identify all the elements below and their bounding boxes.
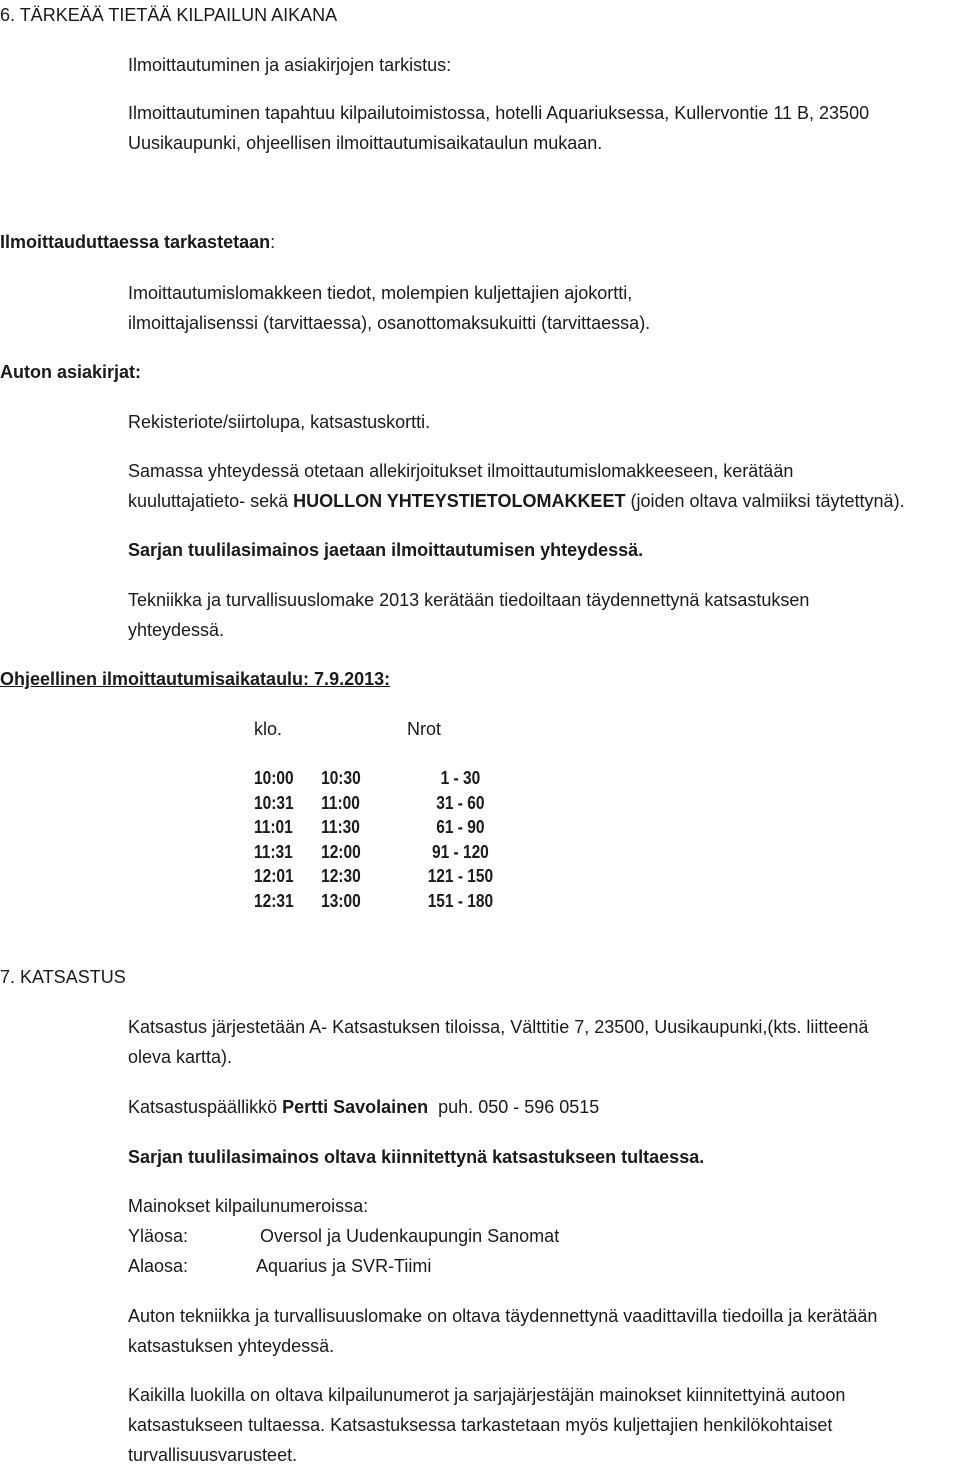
safety-line-2: katsastuksen yhteydessä.: [128, 1336, 335, 1356]
registration-line-1: Ilmoittautuminen tapahtuu kilpailutoimistossa, hotelli Aquariuksessa, Kullervontie 11 B, 23500: [128, 103, 870, 123]
schedule-end: 12:30: [321, 866, 361, 887]
windscreen-notice: Sarjan tuulilasimainos jaetaan ilmoittautumisen yhteydessä.: [128, 540, 644, 560]
ads-top-value: Oversol ja Uudenkaupungin Sanomat: [260, 1226, 560, 1246]
location-line-2: oleva kartta).: [128, 1047, 233, 1067]
checked-label: Ilmoittauduttaessa tarkastetaan: [0, 232, 271, 252]
ads-title: Mainokset kilpailunumeroissa:: [128, 1196, 369, 1216]
checked-line-2: ilmoittajalisenssi (tarvittaessa), osanottomaksukuitti (tarvittaessa).: [128, 313, 651, 333]
location-line-1: Katsastus järjestetään A- Katsastuksen tiloissa, Välttitie 7, 23500, Uusikaupunki,(kts. liitteenä: [128, 1017, 869, 1037]
technical-line-1: Tekniikka ja turvallisuuslomake 2013 kerätään tiedoiltaan täydennettynä katsastuksen: [128, 590, 810, 610]
schedule-numbers: 1 - 30: [440, 768, 481, 788]
checked-label-row: [0, 227, 275, 257]
schedule-numbers: 61 - 90: [436, 817, 485, 838]
chief-name: Pertti Savolainen: [282, 1097, 429, 1117]
signatures-line-1: Samassa yhteydessä otetaan allekirjoitukset ilmoittautumislomakkeeseen, kerätään: [128, 461, 794, 481]
schedule-numbers: 151 - 180: [427, 890, 494, 911]
schedule-end: 11:00: [321, 792, 360, 813]
schedule-end: 10:30: [321, 768, 361, 788]
schedule-start: 10:00: [254, 768, 294, 788]
registration-title: Ilmoittautuminen ja asiakirjojen tarkistus:: [128, 55, 452, 75]
checked-colon: :: [270, 232, 276, 252]
schedule-start: 12:31: [254, 890, 294, 911]
schedule-header-time: klo.: [254, 719, 283, 739]
schedule-numbers: 91 - 120: [431, 841, 489, 862]
ads-bottom-label: Alaosa:: [128, 1256, 189, 1276]
registration-line-2: Uusikaupunki, ohjeellisen ilmoittautumisaikataulun mukaan.: [128, 133, 603, 153]
ads-bottom-value: Aquarius ja SVR-Tiimi: [256, 1256, 432, 1276]
service-contact-form-text: HUOLLON YHTEYSTIETOLOMAKKEET: [293, 491, 626, 511]
inspection-chief-line: [128, 1092, 599, 1122]
schedule-end: 12:00: [321, 841, 361, 862]
section-6-heading: 6. TÄRKEÄÄ TIETÄÄ KILPAILUN AIKANA: [0, 5, 338, 25]
numbers-line-2: katsastukseen tultaessa. Katsastuksessa tarkastetaan myös kuljettajien henkilökohtaiset: [128, 1415, 833, 1435]
chief-phone: puh. 050 - 596 0515: [428, 1097, 600, 1117]
signatures-line-2-pre: kuuluttajatieto- sekä: [128, 491, 294, 511]
car-docs-label: Auton asiakirjat:: [0, 362, 142, 382]
section-7-heading: 7. KATSASTUS: [0, 967, 126, 987]
schedule-end: 11:30: [321, 817, 360, 838]
checked-line-1: Imoittautumislomakkeen tiedot, molempien kuljettajien ajokortti,: [128, 283, 633, 303]
chief-title: Katsastuspäällikkö: [128, 1097, 283, 1117]
technical-line-2: yhteydessä.: [128, 620, 225, 640]
numbers-line-3: turvallisuusvarusteet.: [128, 1445, 298, 1465]
windscreen-required: Sarjan tuulilasimainos oltava kiinnitettynä katsastukseen tultaessa.: [128, 1147, 705, 1167]
schedule-start: 12:01: [254, 866, 294, 887]
schedule-start: 11:01: [254, 817, 293, 838]
ads-top-label: Yläosa:: [128, 1226, 189, 1246]
signatures-line-2-post: (joiden oltava valmiiksi täytettynä).: [625, 491, 905, 511]
schedule-title: Ohjeellinen ilmoittautumisaikataulu: 7.9.2013:: [0, 669, 391, 689]
signatures-line-2: [128, 486, 905, 516]
safety-line-1: Auton tekniikka ja turvallisuuslomake on oltava täydennettynä vaadittavilla tiedoilla ja kerätään: [128, 1306, 878, 1326]
schedule-start: 11:31: [254, 841, 293, 862]
schedule-numbers: 121 - 150: [427, 866, 494, 887]
schedule-header-numbers: Nrot: [407, 719, 442, 739]
car-docs-value: Rekisteriote/siirtolupa, katsastuskortti.: [128, 412, 431, 432]
schedule-start: 10:31: [254, 792, 294, 813]
schedule-numbers: 31 - 60: [436, 792, 485, 813]
schedule-end: 13:00: [321, 890, 361, 911]
numbers-line-1: Kaikilla luokilla on oltava kilpailunumerot ja sarjajärjestäjän mainokset kiinnitettyinä autoon: [128, 1385, 846, 1405]
